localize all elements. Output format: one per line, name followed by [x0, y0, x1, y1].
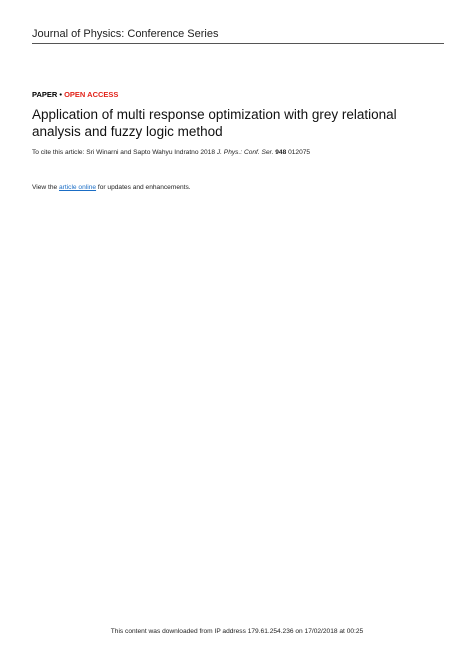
citation-line — [32, 149, 310, 156]
citation-article-number: 012075 — [286, 149, 311, 156]
view-article-line — [32, 184, 191, 191]
separator-dot: • — [57, 90, 65, 99]
journal-header: Journal of Physics: Conference Series — [32, 28, 444, 44]
view-suffix: for updates and enhancements. — [96, 184, 191, 191]
citation-volume: 948 — [275, 149, 287, 156]
paper-type-label: PAPER — [32, 90, 58, 99]
paper-type-line — [32, 90, 118, 99]
open-access-label: OPEN ACCESS — [64, 90, 119, 99]
article-online-link[interactable]: article online — [59, 184, 97, 191]
article-title: Application of multi response optimization with grey relational analysis and fuzzy logic method — [32, 107, 397, 139]
citation-journal: J. Phys.: Conf. Ser. — [216, 149, 274, 156]
citation-prefix: To cite this article: Sri Winarni and Sapto Wahyu Indratno 2018 — [32, 149, 217, 156]
download-footer: This content was downloaded from IP address 179.61.254.236 on 17/02/2018 at 00:25 — [110, 628, 364, 635]
view-prefix: View the — [32, 184, 60, 191]
